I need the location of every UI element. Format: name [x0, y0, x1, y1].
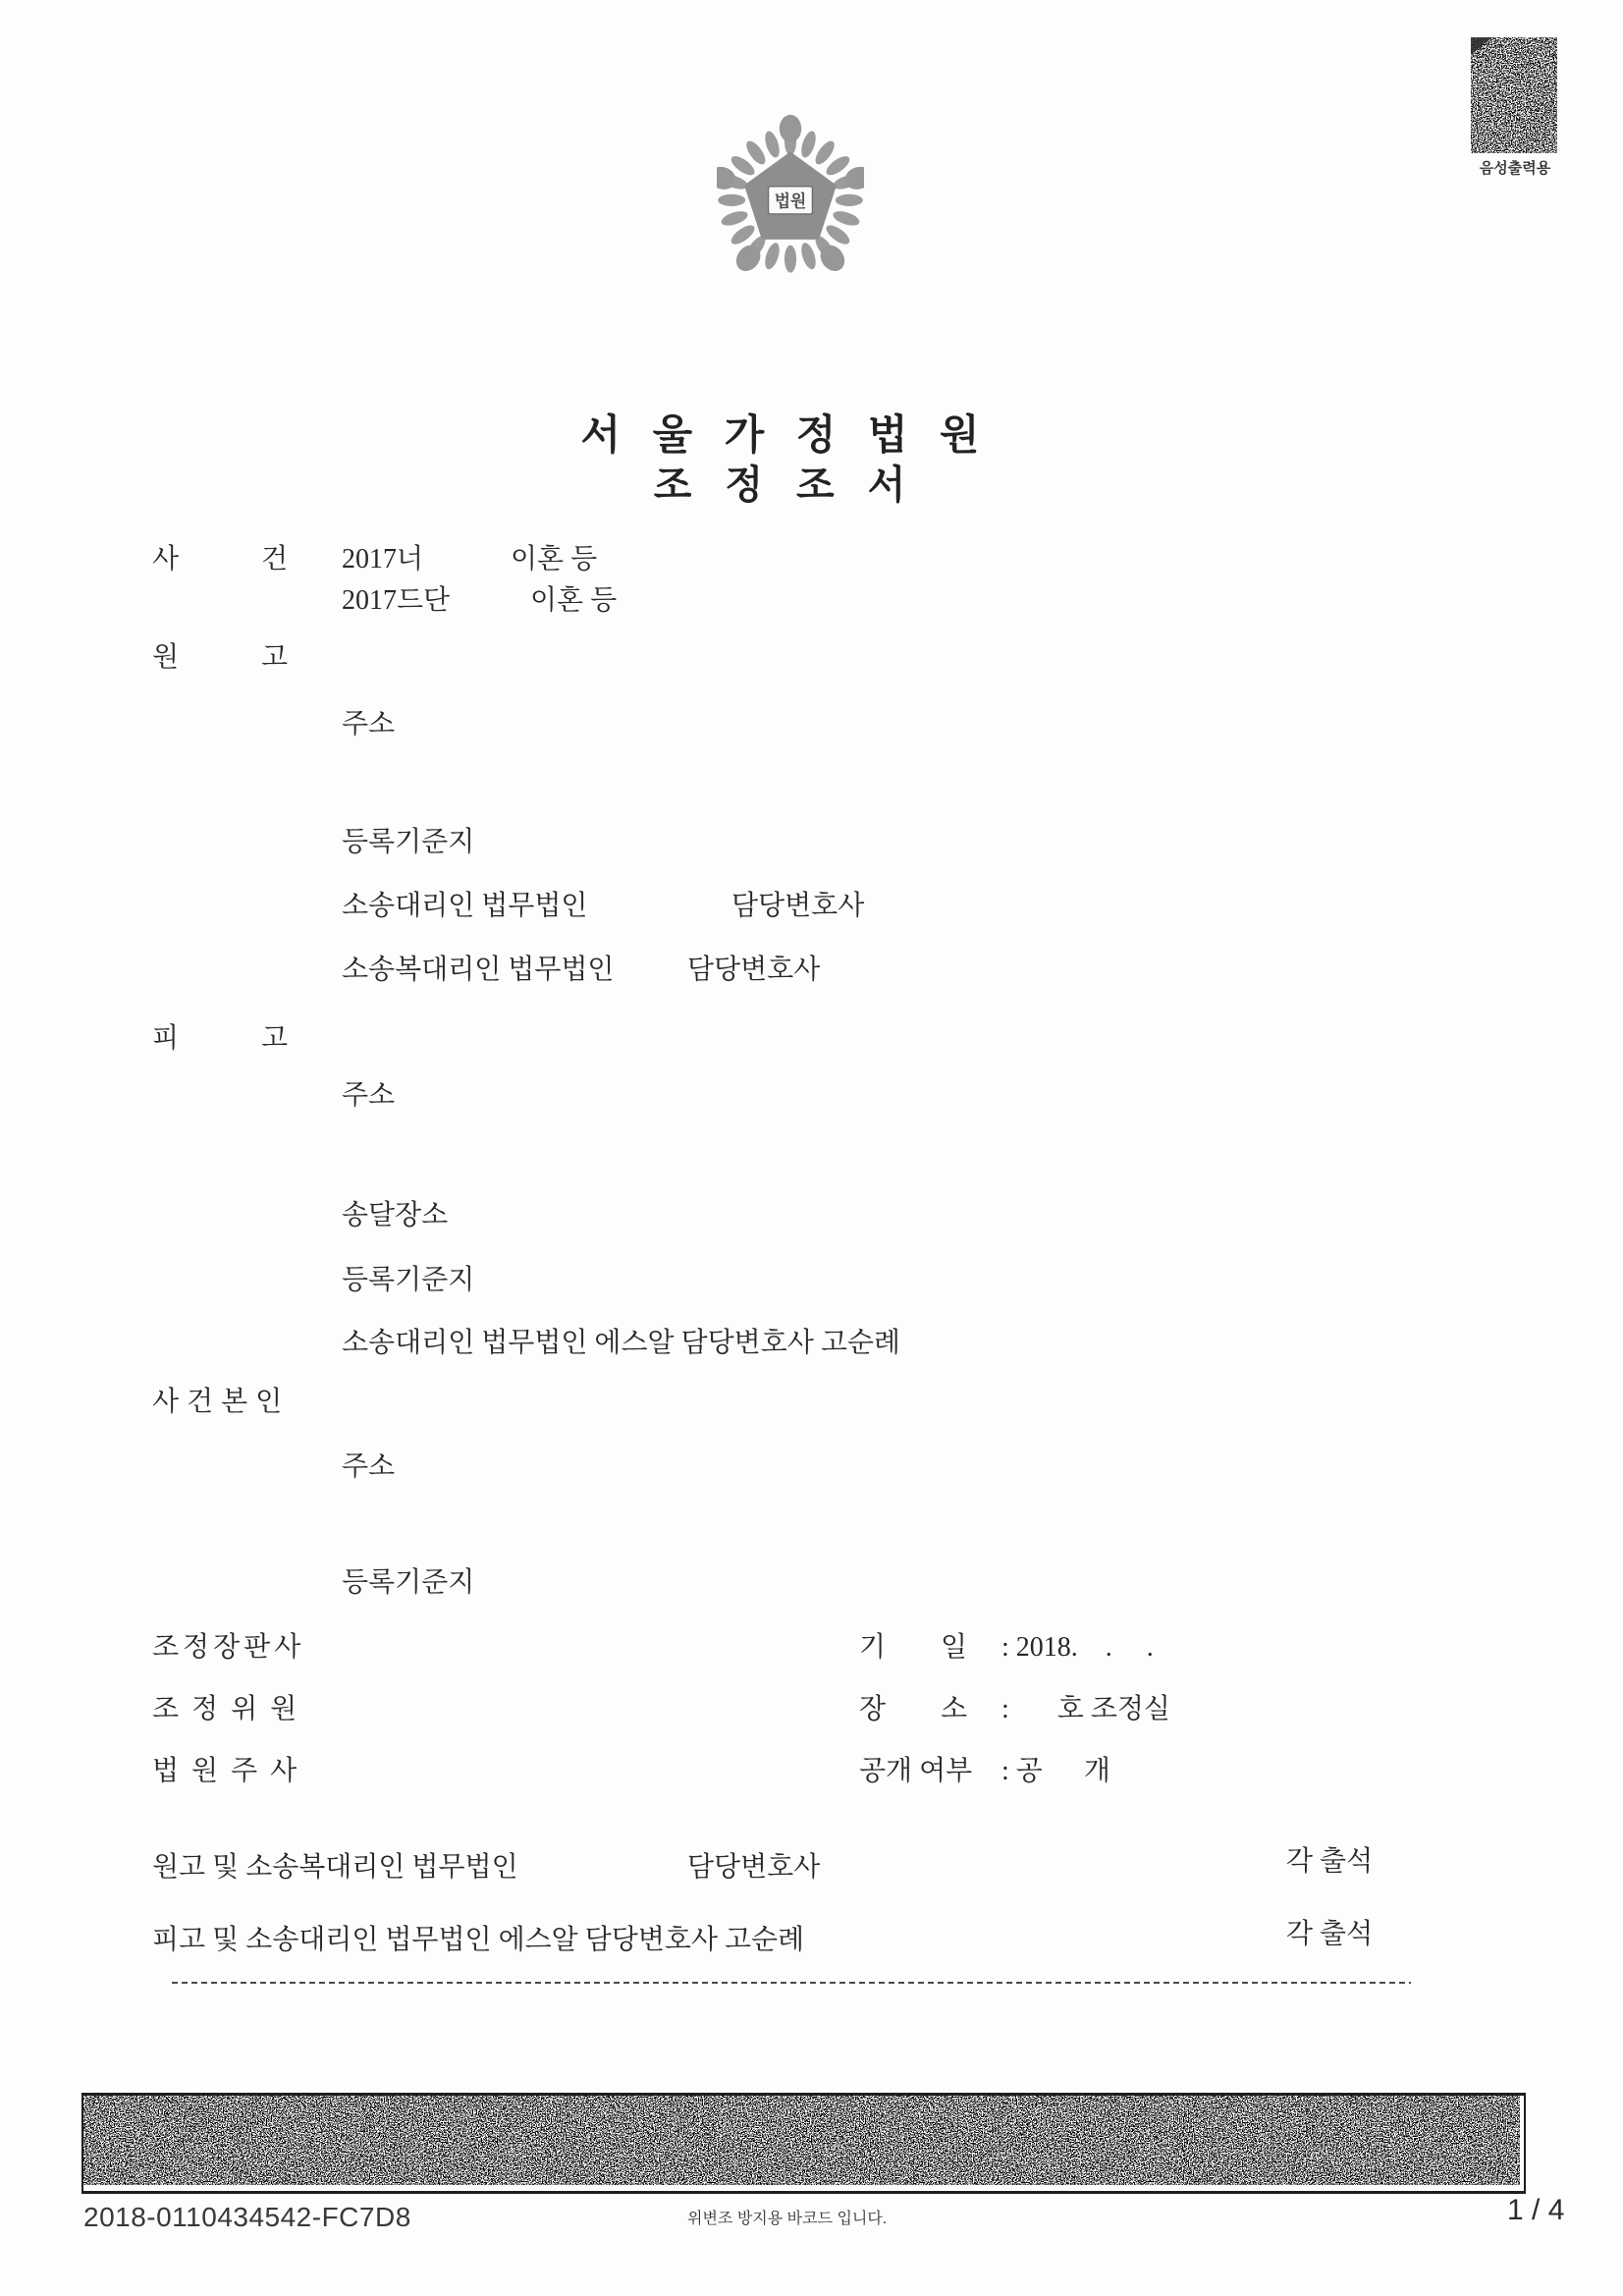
case-label: 사 건 [152, 544, 289, 574]
barcode-caption: 위변조 방지용 바코드 입니다. [687, 2211, 888, 2227]
plaintiff-attorney-counsel-label: 담당변호사 [731, 891, 865, 921]
court-emblem-icon [717, 114, 864, 283]
case-title-1: 이혼 등 [511, 544, 598, 574]
anti-forgery-barcode [81, 2093, 1526, 2194]
court-name: 서 울 가 정 법 원 [580, 413, 991, 459]
voice-output-qr-label: 음성출력용 [1479, 160, 1551, 177]
case-number-1: 2017너 [342, 544, 424, 574]
hearing-place-value: : 호 조정실 [1001, 1694, 1170, 1724]
plaintiff-label: 원 고 [152, 642, 289, 673]
voice-output-qr-code [1471, 37, 1557, 153]
defendant-address-label: 주소 [342, 1080, 396, 1111]
document-title: 조 정 조 서 [653, 463, 918, 507]
plaintiff-attorney-label: 소송대리인 법무법인 [342, 891, 588, 921]
case-number-2: 2017드단 [342, 585, 451, 616]
mediation-judge-label: 조정장판사 [152, 1632, 305, 1663]
plaintiff-sub-attorney-counsel-label: 담당변호사 [687, 955, 821, 985]
defendant-attorney-line: 소송대리인 법무법인 에스알 담당변호사 고순례 [342, 1328, 900, 1358]
hearing-date-label: 기 일 [859, 1632, 968, 1663]
page-indicator: 1 / 4 [1507, 2194, 1565, 2226]
plaintiff-address-label: 주소 [342, 709, 396, 739]
defendant-registry-label: 등록기준지 [342, 1265, 475, 1295]
attendance-status-2: 각 출석 [1286, 1919, 1374, 1949]
subject-person-label: 사건본인 [152, 1387, 291, 1417]
case-title-2: 이혼 등 [530, 585, 618, 616]
disclosure-label: 공개 여부 [859, 1756, 973, 1786]
hearing-place-label: 장 소 [859, 1694, 968, 1724]
emblem-text: 법원 [774, 191, 807, 211]
disclosure-value: : 공 개 [1001, 1756, 1110, 1786]
attendance-party-1: 원고 및 소송복대리인 법무법인 [152, 1852, 518, 1883]
defendant-service-place-label: 송달장소 [342, 1200, 449, 1230]
plaintiff-sub-attorney-label: 소송복대리인 법무법인 [342, 955, 615, 985]
plaintiff-registry-label: 등록기준지 [342, 827, 475, 857]
attendance-status-1: 각 출석 [1286, 1846, 1374, 1877]
defendant-label: 피 고 [152, 1023, 289, 1054]
attendance-party-2: 피고 및 소송대리인 법무법인 에스알 담당변호사 고순례 [152, 1925, 805, 1955]
document-id: 2018-0110434542-FC7D8 [83, 2202, 411, 2232]
dashed-separator [172, 1982, 1411, 1984]
attendance-counsel-1: 담당변호사 [687, 1852, 821, 1883]
subject-registry-label: 등록기준지 [342, 1567, 475, 1598]
court-clerk-label: 법원주사 [152, 1756, 310, 1786]
hearing-date-value: : 2018. . . [1001, 1632, 1154, 1663]
mediation-commissioner-label: 조정위원 [152, 1694, 310, 1724]
subject-address-label: 주소 [342, 1451, 396, 1482]
